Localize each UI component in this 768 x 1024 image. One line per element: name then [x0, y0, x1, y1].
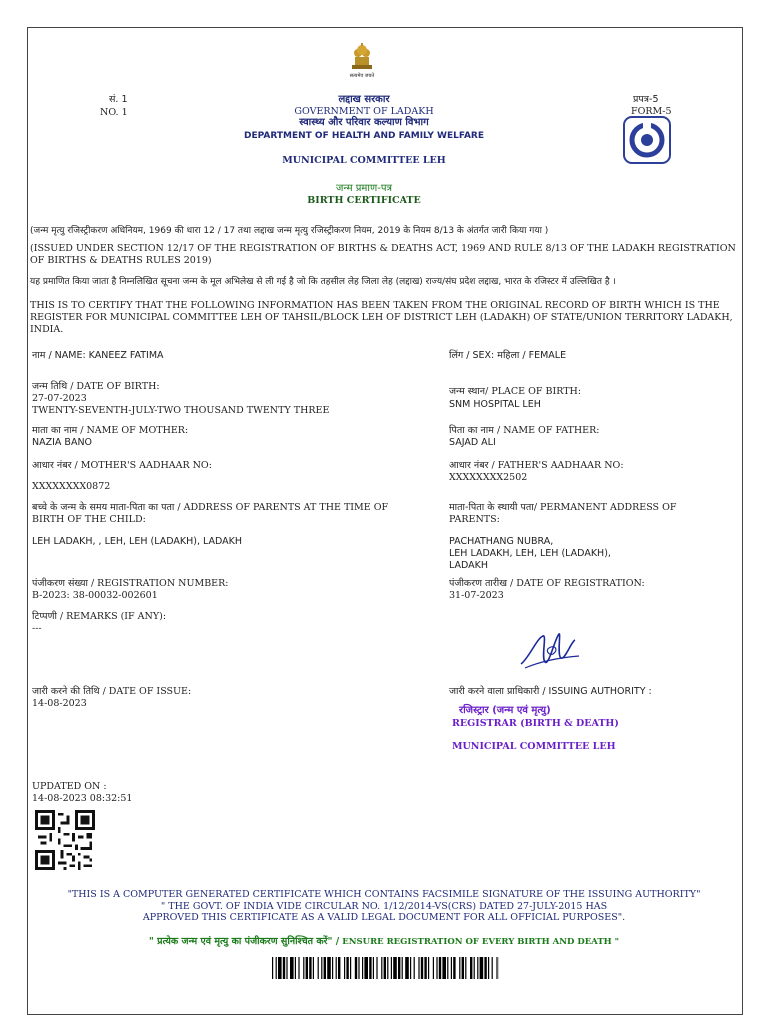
crs-logo-icon	[623, 116, 671, 164]
barcode-bar	[362, 957, 363, 979]
barcode-bar	[321, 957, 322, 979]
updated-value: 14-08-2023 08:32:51	[32, 793, 133, 804]
updated-label: UPDATED ON :	[32, 781, 107, 792]
birth-address-label-2: BIRTH OF THE CHILD:	[32, 514, 146, 525]
barcode-bar	[276, 957, 277, 979]
barcode-bar	[459, 957, 460, 979]
birth-address-label: बच्चे के जन्म के समय माता-पिता का पता / ADDRESS OF PARENTS AT THE TIME OF	[32, 502, 389, 513]
barcode-bar	[327, 957, 331, 979]
registration-number-value: B-2023: 38-00032-002601	[32, 590, 158, 601]
barcode-bar	[418, 957, 419, 979]
pob-value: SNM HOSPITAL LEH	[449, 399, 541, 410]
barcode-bar	[272, 957, 273, 979]
father-value: SAJAD ALI	[449, 437, 496, 448]
issue-date-label: जारी करने की तिथि / DATE OF ISSUE:	[32, 686, 192, 697]
registrar-signature	[515, 628, 585, 676]
barcode-bar	[477, 957, 478, 979]
barcode-bar	[376, 957, 377, 979]
barcode-bar	[303, 957, 304, 979]
name-field: नाम / NAME: KANEEZ FATIMA	[32, 350, 164, 361]
barcode-bar	[474, 957, 475, 979]
barcode-bar	[391, 957, 392, 979]
certify-english: THIS IS TO CERTIFY THAT THE FOLLOWING INFORMATION HAS BEEN TAKEN FROM THE ORIGINAL RECORD OF BIRTH WHICH IS THE REGISTER FOR MUNICIPAL COMMITTEE LEH OF TAHSIL/BLOCK LEH OF DISTRICT LEH (LADAKH) OF STATE/UNION TERRITORY LADAKH, INDIA.	[30, 300, 733, 335]
barcode-bar	[364, 957, 368, 979]
registration-date-label: पंजीकरण तारीख / DATE OF REGISTRATION:	[449, 578, 645, 589]
barcode-bar	[306, 957, 308, 979]
barcode-bar	[373, 957, 374, 979]
mother-value: NAZIA BANO	[32, 437, 93, 448]
barcode-bar	[410, 957, 411, 979]
form-hindi: प्रपत्र-5	[633, 94, 659, 105]
issue-date-value: 14-08-2023	[32, 698, 87, 709]
mother-label: माता का नाम / NAME OF MOTHER:	[32, 425, 189, 436]
barcode-bar	[402, 957, 403, 979]
barcode-bar	[447, 957, 448, 979]
barcode-bar	[278, 957, 282, 979]
barcode-bar	[295, 957, 296, 979]
barcode-bar	[480, 957, 484, 979]
barcode-bar	[336, 957, 337, 979]
barcode-bar	[332, 957, 333, 979]
barcode-bar	[355, 957, 357, 979]
certify-hindi: यह प्रमाणित किया जाता है निम्नलिखित सूचना जन्म के मूल अभिलेख से ली गई है जो कि तहसील लेह जिला लेह (लद्दाख) राज्य/संघ प्रदेश लद्दाख, भारत के रजिस्टर में उल्लिखित है ।	[30, 277, 616, 287]
barcode-bar	[492, 957, 493, 979]
barcode	[272, 957, 499, 979]
barcode-bar	[387, 957, 388, 979]
registrar-hindi: रजिस्ट्रार (जन्म एवं मृत्यु)	[459, 705, 551, 716]
barcode-bar	[398, 957, 400, 979]
govt-hindi: लद्दाख सरकार	[338, 94, 390, 105]
dob-label: जन्म तिथि / DATE OF BIRTH:	[32, 381, 160, 392]
issued-under-english: (ISSUED UNDER SECTION 12/17 OF THE REGISTRATION OF BIRTHS & DEATHS ACT, 1969 AND RULE 8/13 OF THE LADAKH REGISTRATION OF BIRTHS & DEATHS RULES 2019)	[30, 243, 736, 266]
permanent-address-line-2: LEH LADAKH, LEH, LEH (LADAKH),	[449, 548, 611, 559]
form-english: FORM-5	[631, 106, 672, 117]
mother-aadhaar-value: XXXXXXXX0872	[32, 481, 111, 492]
emblem-motto: सत्यमेव जयते	[349, 73, 375, 79]
footer-line-1: "THIS IS A COMPUTER GENERATED CERTIFICATE WHICH CONTAINS FACSIMILE SIGNATURE OF THE ISSUING AUTHORITY"	[67, 889, 701, 900]
barcode-bar	[496, 957, 497, 979]
cert-title-hindi: जन्म प्रमाण-पत्र	[335, 183, 393, 194]
barcode-bar	[436, 957, 437, 979]
birth-address-value: LEH LADAKH, , LEH, LEH (LADAKH), LADAKH	[32, 536, 243, 547]
barcode-bar	[462, 957, 464, 979]
remarks-value: ---	[32, 623, 42, 634]
dept-hindi: स्वास्थ्य और परिवार कल्याण विभाग	[299, 117, 429, 128]
footer-line-2: " THE GOVT. OF INDIA VIDE CIRCULAR NO. 1/12/2014-VS(CRS) DATED 27-JULY-2015 HAS	[160, 901, 608, 912]
barcode-bar	[405, 957, 409, 979]
pob-label: जन्म स्थान/ PLACE OF BIRTH:	[449, 386, 582, 397]
barcode-bar	[433, 957, 434, 979]
barcode-bar	[384, 957, 386, 979]
govt-english: GOVERNMENT OF LADAKH	[294, 106, 434, 117]
qr-code	[35, 810, 95, 870]
barcode-bar	[414, 957, 415, 979]
footer-slogan: " प्रत्येक जन्म एवं मृत्यु का पंजीकरण सुनिश्चित करें" / ENSURE REGISTRATION OF EVERY BIRTH AND DEATH "	[148, 936, 620, 947]
no-english: NO. 1	[100, 107, 128, 118]
no-hindi: सं. 1	[109, 94, 128, 105]
permanent-address-line-3: LADAKH	[449, 560, 489, 571]
barcode-bar	[484, 957, 486, 979]
barcode-bar	[451, 957, 452, 979]
barcode-bar	[338, 957, 340, 979]
authority-committee: MUNICIPAL COMMITTEE LEH	[452, 741, 616, 752]
barcode-bar	[421, 957, 423, 979]
permanent-address-label: माता-पिता के स्थायी पता/ PERMANENT ADDRESS OF	[449, 502, 677, 513]
dob-words: TWENTY-SEVENTH-JULY-TWO THOUSAND TWENTY THREE	[32, 405, 330, 416]
permanent-address-line-1: PACHATHANG NUBRA,	[449, 536, 554, 547]
committee-title: MUNICIPAL COMMITTEE LEH	[282, 155, 446, 166]
barcode-bar	[358, 957, 359, 979]
permanent-address-label-2: PARENTS:	[449, 514, 500, 525]
sex-field: लिंग / SEX: महिला / FEMALE	[449, 350, 567, 361]
registrar-english: REGISTRAR (BIRTH & DEATH)	[452, 718, 619, 729]
barcode-bar	[424, 957, 426, 979]
barcode-bar	[344, 957, 345, 979]
cert-title-english: BIRTH CERTIFICATE	[307, 195, 421, 206]
barcode-bar	[393, 957, 397, 979]
barcode-bar	[470, 957, 472, 979]
barcode-bar	[439, 957, 441, 979]
barcode-bar	[465, 957, 466, 979]
barcode-bar	[453, 957, 455, 979]
barcode-bar	[428, 957, 429, 979]
father-aadhaar-label: आधार नंबर / FATHER'S AADHAAR NO:	[449, 460, 624, 471]
barcode-bar	[309, 957, 311, 979]
dept-english: DEPARTMENT OF HEALTH AND FAMILY WELFARE	[244, 131, 484, 141]
issuing-authority-label: जारी करने वाला प्राधिकारी / ISSUING AUTHORITY :	[449, 686, 652, 697]
father-aadhaar-value: XXXXXXXX2502	[449, 472, 528, 483]
barcode-bar	[290, 957, 294, 979]
barcode-bar	[283, 957, 285, 979]
barcode-bar	[298, 957, 299, 979]
registration-date-value: 31-07-2023	[449, 590, 504, 601]
issued-under-hindi: (जन्म मृत्यु रजिस्ट्रीकरण अधिनियम, 1969 की धारा 12 / 17 तथा लद्दाख जन्म मृत्यु रजिस्ट्रीकरण नियम, 2019 के नियम 8/13 के अंतर्गत जारी किया गया )	[30, 226, 549, 236]
barcode-bar	[350, 957, 351, 979]
registration-number-label: पंजीकरण संख्या / REGISTRATION NUMBER:	[32, 578, 229, 589]
remarks-label: टिप्पणी / REMARKS (IF ANY):	[32, 611, 167, 622]
barcode-bar	[324, 957, 326, 979]
barcode-bar	[286, 957, 287, 979]
father-label: पिता का नाम / NAME OF FATHER:	[449, 425, 600, 436]
barcode-bar	[381, 957, 382, 979]
barcode-bar	[346, 957, 348, 979]
dob-value: 27-07-2023	[32, 393, 87, 404]
barcode-bar	[369, 957, 371, 979]
barcode-bar	[442, 957, 446, 979]
barcode-bar	[488, 957, 489, 979]
footer-line-3: APPROVED THIS CERTIFICATE AS A VALID LEGAL DOCUMENT FOR ALL OFFICIAL PURPOSES".	[142, 912, 626, 923]
barcode-bar	[313, 957, 314, 979]
barcode-bar	[318, 957, 319, 979]
mother-aadhaar-label: आधार नंबर / MOTHER'S AADHAAR NO:	[32, 460, 212, 471]
